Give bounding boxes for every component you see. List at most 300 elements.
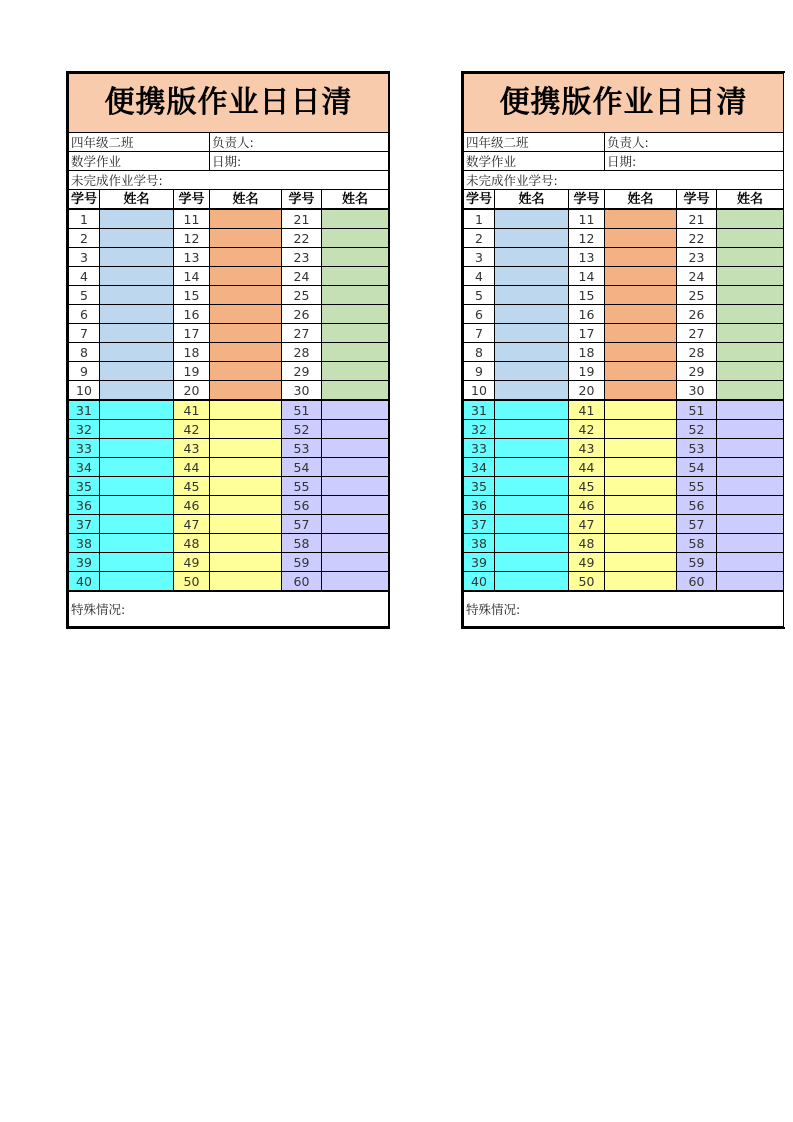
unfinished-label: 未完成作业学号: xyxy=(69,171,389,190)
student-name-cell xyxy=(717,343,784,362)
student-id: 12 xyxy=(174,229,210,248)
table-row xyxy=(69,343,389,362)
table-row xyxy=(69,534,389,553)
column-header-name: 姓名 xyxy=(605,190,677,210)
student-name-cell xyxy=(210,248,282,267)
student-name-cell xyxy=(717,324,784,343)
student-name-cell xyxy=(605,209,677,229)
student-id: 26 xyxy=(677,305,717,324)
student-id: 56 xyxy=(677,496,717,515)
responsible-label: 负责人: xyxy=(210,133,389,152)
student-id: 58 xyxy=(282,534,322,553)
student-id: 46 xyxy=(569,496,605,515)
student-name-cell xyxy=(605,286,677,305)
column-header-id: 学号 xyxy=(174,190,210,210)
student-id: 53 xyxy=(677,439,717,458)
student-name-cell xyxy=(717,420,784,439)
student-id: 21 xyxy=(677,209,717,229)
student-name-cell xyxy=(605,420,677,439)
student-id: 30 xyxy=(677,381,717,401)
student-name-cell xyxy=(322,515,389,534)
student-name-cell xyxy=(100,343,174,362)
table-row xyxy=(464,496,784,515)
student-id: 1 xyxy=(464,209,495,229)
student-name-cell xyxy=(100,515,174,534)
student-name-cell xyxy=(605,477,677,496)
student-id: 57 xyxy=(677,515,717,534)
student-name-cell xyxy=(100,477,174,496)
student-name-cell xyxy=(495,534,569,553)
student-id: 57 xyxy=(282,515,322,534)
student-name-cell xyxy=(100,534,174,553)
table-row xyxy=(464,362,784,381)
student-id: 21 xyxy=(282,209,322,229)
student-name-cell xyxy=(605,439,677,458)
student-name-cell xyxy=(210,324,282,343)
student-name-cell xyxy=(717,229,784,248)
student-id: 31 xyxy=(464,400,495,420)
student-id: 50 xyxy=(569,572,605,592)
student-name-cell xyxy=(495,496,569,515)
student-name-cell xyxy=(100,496,174,515)
student-name-cell xyxy=(100,209,174,229)
table-row xyxy=(69,381,389,401)
student-name-cell xyxy=(717,515,784,534)
student-name-cell xyxy=(322,324,389,343)
column-header-id: 学号 xyxy=(464,190,495,210)
student-name-cell xyxy=(495,209,569,229)
student-name-cell xyxy=(717,477,784,496)
student-name-cell xyxy=(495,305,569,324)
student-id: 47 xyxy=(569,515,605,534)
table-row xyxy=(69,477,389,496)
student-id: 23 xyxy=(282,248,322,267)
table-row xyxy=(69,248,389,267)
table-row xyxy=(69,229,389,248)
student-name-cell xyxy=(100,324,174,343)
column-header-id: 学号 xyxy=(282,190,322,210)
student-name-cell xyxy=(495,267,569,286)
student-name-cell xyxy=(210,439,282,458)
table-row xyxy=(464,381,784,401)
student-name-cell xyxy=(210,458,282,477)
student-name-cell xyxy=(322,362,389,381)
student-name-cell xyxy=(100,305,174,324)
student-name-cell xyxy=(210,343,282,362)
student-id: 9 xyxy=(69,362,100,381)
student-name-cell xyxy=(495,400,569,420)
student-name-cell xyxy=(100,572,174,592)
student-name-cell xyxy=(605,324,677,343)
student-id: 36 xyxy=(464,496,495,515)
student-id: 38 xyxy=(69,534,100,553)
student-id: 26 xyxy=(282,305,322,324)
student-name-cell xyxy=(322,534,389,553)
student-name-cell xyxy=(717,362,784,381)
student-id: 13 xyxy=(174,248,210,267)
student-id: 43 xyxy=(174,439,210,458)
column-header-name: 姓名 xyxy=(717,190,784,210)
special-notes-label: 特殊情况: xyxy=(464,591,784,627)
student-name-cell xyxy=(717,572,784,592)
student-id: 37 xyxy=(69,515,100,534)
student-name-cell xyxy=(210,534,282,553)
student-name-cell xyxy=(322,439,389,458)
student-name-cell xyxy=(605,553,677,572)
student-id: 35 xyxy=(464,477,495,496)
student-id: 25 xyxy=(677,286,717,305)
student-name-cell xyxy=(210,229,282,248)
student-id: 48 xyxy=(174,534,210,553)
student-name-cell xyxy=(322,458,389,477)
student-name-cell xyxy=(605,496,677,515)
table-row xyxy=(464,229,784,248)
table-row xyxy=(464,267,784,286)
student-name-cell xyxy=(322,477,389,496)
student-name-cell xyxy=(495,381,569,401)
table-row xyxy=(464,324,784,343)
student-id: 16 xyxy=(174,305,210,324)
student-name-cell xyxy=(210,496,282,515)
student-id: 53 xyxy=(282,439,322,458)
student-id: 32 xyxy=(464,420,495,439)
student-id: 47 xyxy=(174,515,210,534)
table-row xyxy=(464,439,784,458)
student-id: 51 xyxy=(677,400,717,420)
student-name-cell xyxy=(322,229,389,248)
student-name-cell xyxy=(605,267,677,286)
table-row xyxy=(69,515,389,534)
student-name-cell xyxy=(210,400,282,420)
student-name-cell xyxy=(495,248,569,267)
student-id: 10 xyxy=(464,381,495,401)
student-id: 22 xyxy=(677,229,717,248)
table-row xyxy=(464,477,784,496)
table-row xyxy=(464,400,784,420)
student-id: 40 xyxy=(464,572,495,592)
student-name-cell xyxy=(322,572,389,592)
student-name-cell xyxy=(717,286,784,305)
student-name-cell xyxy=(717,381,784,401)
student-id: 54 xyxy=(677,458,717,477)
student-id: 34 xyxy=(464,458,495,477)
student-id: 15 xyxy=(174,286,210,305)
table-row xyxy=(69,420,389,439)
student-id: 35 xyxy=(69,477,100,496)
student-id: 52 xyxy=(282,420,322,439)
student-id: 41 xyxy=(569,400,605,420)
student-id: 29 xyxy=(677,362,717,381)
table-row xyxy=(69,439,389,458)
student-id: 30 xyxy=(282,381,322,401)
card-title: 便携版作业日日清 xyxy=(464,74,784,133)
student-id: 60 xyxy=(282,572,322,592)
student-id: 50 xyxy=(174,572,210,592)
student-name-cell xyxy=(100,248,174,267)
student-id: 31 xyxy=(69,400,100,420)
student-name-cell xyxy=(322,553,389,572)
student-id: 25 xyxy=(282,286,322,305)
student-name-cell xyxy=(210,381,282,401)
student-name-cell xyxy=(495,420,569,439)
special-notes-label: 特殊情况: xyxy=(69,591,389,627)
student-name-cell xyxy=(210,420,282,439)
student-id: 52 xyxy=(677,420,717,439)
responsible-label: 负责人: xyxy=(605,133,784,152)
student-id: 56 xyxy=(282,496,322,515)
table-row xyxy=(464,248,784,267)
student-id: 2 xyxy=(464,229,495,248)
student-id: 20 xyxy=(174,381,210,401)
student-name-cell xyxy=(100,229,174,248)
student-id: 39 xyxy=(69,553,100,572)
table-row xyxy=(464,286,784,305)
student-id: 4 xyxy=(69,267,100,286)
student-id: 27 xyxy=(282,324,322,343)
table-row xyxy=(464,572,784,592)
student-id: 59 xyxy=(282,553,322,572)
table-row xyxy=(69,362,389,381)
student-name-cell xyxy=(100,420,174,439)
column-header-id: 学号 xyxy=(69,190,100,210)
table-row xyxy=(464,343,784,362)
student-name-cell xyxy=(717,458,784,477)
student-name-cell xyxy=(605,248,677,267)
student-name-cell xyxy=(322,286,389,305)
student-name-cell xyxy=(605,229,677,248)
student-name-cell xyxy=(605,400,677,420)
student-name-cell xyxy=(100,286,174,305)
student-id: 49 xyxy=(569,553,605,572)
student-name-cell xyxy=(495,458,569,477)
student-name-cell xyxy=(717,209,784,229)
student-name-cell xyxy=(100,267,174,286)
table-row xyxy=(464,515,784,534)
student-id: 28 xyxy=(282,343,322,362)
student-name-cell xyxy=(322,496,389,515)
student-id: 3 xyxy=(69,248,100,267)
date-label: 日期: xyxy=(210,152,389,171)
student-id: 48 xyxy=(569,534,605,553)
student-name-cell xyxy=(100,439,174,458)
student-id: 24 xyxy=(282,267,322,286)
student-name-cell xyxy=(717,496,784,515)
table-row xyxy=(69,400,389,420)
table-row xyxy=(69,267,389,286)
student-id: 10 xyxy=(69,381,100,401)
table-row xyxy=(464,305,784,324)
student-name-cell xyxy=(717,267,784,286)
student-name-cell xyxy=(322,305,389,324)
student-id: 6 xyxy=(464,305,495,324)
student-id: 34 xyxy=(69,458,100,477)
student-name-cell xyxy=(100,381,174,401)
student-name-cell xyxy=(210,305,282,324)
table-row xyxy=(464,209,784,229)
student-id: 14 xyxy=(174,267,210,286)
student-name-cell xyxy=(605,305,677,324)
student-id: 11 xyxy=(569,209,605,229)
student-id: 54 xyxy=(282,458,322,477)
student-name-cell xyxy=(210,553,282,572)
student-name-cell xyxy=(495,229,569,248)
unfinished-label: 未完成作业学号: xyxy=(464,171,784,190)
student-id: 22 xyxy=(282,229,322,248)
student-name-cell xyxy=(605,381,677,401)
student-id: 29 xyxy=(282,362,322,381)
table-row xyxy=(464,553,784,572)
student-name-cell xyxy=(605,458,677,477)
student-id: 41 xyxy=(174,400,210,420)
student-name-cell xyxy=(322,343,389,362)
student-name-cell xyxy=(495,515,569,534)
subject-label: 数学作业 xyxy=(464,152,605,171)
student-name-cell xyxy=(717,305,784,324)
student-name-cell xyxy=(210,362,282,381)
student-id: 24 xyxy=(677,267,717,286)
student-name-cell xyxy=(717,534,784,553)
student-id: 40 xyxy=(69,572,100,592)
student-id: 33 xyxy=(464,439,495,458)
student-id: 33 xyxy=(69,439,100,458)
student-id: 44 xyxy=(174,458,210,477)
student-id: 37 xyxy=(464,515,495,534)
student-id: 17 xyxy=(174,324,210,343)
table-row xyxy=(464,534,784,553)
student-name-cell xyxy=(210,286,282,305)
table-row xyxy=(69,324,389,343)
student-id: 5 xyxy=(69,286,100,305)
column-header-name: 姓名 xyxy=(495,190,569,210)
student-id: 3 xyxy=(464,248,495,267)
student-id: 6 xyxy=(69,305,100,324)
student-name-cell xyxy=(210,267,282,286)
student-name-cell xyxy=(495,286,569,305)
student-id: 36 xyxy=(69,496,100,515)
student-id: 44 xyxy=(569,458,605,477)
column-header-id: 学号 xyxy=(569,190,605,210)
student-id: 15 xyxy=(569,286,605,305)
student-name-cell xyxy=(495,439,569,458)
student-id: 51 xyxy=(282,400,322,420)
student-name-cell xyxy=(495,324,569,343)
student-id: 11 xyxy=(174,209,210,229)
student-id: 4 xyxy=(464,267,495,286)
student-id: 28 xyxy=(677,343,717,362)
table-row xyxy=(464,420,784,439)
student-id: 7 xyxy=(464,324,495,343)
student-id: 9 xyxy=(464,362,495,381)
subject-label: 数学作业 xyxy=(69,152,210,171)
student-id: 17 xyxy=(569,324,605,343)
student-name-cell xyxy=(322,209,389,229)
date-label: 日期: xyxy=(605,152,784,171)
student-name-cell xyxy=(210,209,282,229)
student-id: 16 xyxy=(569,305,605,324)
student-id: 55 xyxy=(677,477,717,496)
student-id: 27 xyxy=(677,324,717,343)
student-name-cell xyxy=(322,400,389,420)
student-id: 38 xyxy=(464,534,495,553)
table-row xyxy=(464,458,784,477)
student-name-cell xyxy=(605,343,677,362)
table-row xyxy=(69,572,389,592)
homework-card-2 xyxy=(461,71,763,671)
student-id: 49 xyxy=(174,553,210,572)
student-name-cell xyxy=(210,477,282,496)
homework-card-1 xyxy=(66,71,390,671)
student-id: 1 xyxy=(69,209,100,229)
student-name-cell xyxy=(495,572,569,592)
class-name: 四年级二班 xyxy=(464,133,605,152)
student-id: 59 xyxy=(677,553,717,572)
student-name-cell xyxy=(322,381,389,401)
student-id: 12 xyxy=(569,229,605,248)
student-id: 23 xyxy=(677,248,717,267)
student-name-cell xyxy=(100,458,174,477)
student-name-cell xyxy=(495,477,569,496)
student-id: 43 xyxy=(569,439,605,458)
table-row xyxy=(69,305,389,324)
column-header-id: 学号 xyxy=(677,190,717,210)
student-name-cell xyxy=(605,515,677,534)
student-id: 13 xyxy=(569,248,605,267)
student-id: 20 xyxy=(569,381,605,401)
student-id: 55 xyxy=(282,477,322,496)
column-header-name: 姓名 xyxy=(210,190,282,210)
student-name-cell xyxy=(210,515,282,534)
student-id: 14 xyxy=(569,267,605,286)
student-id: 18 xyxy=(569,343,605,362)
student-name-cell xyxy=(100,362,174,381)
student-id: 2 xyxy=(69,229,100,248)
student-id: 58 xyxy=(677,534,717,553)
student-id: 32 xyxy=(69,420,100,439)
table-row xyxy=(69,553,389,572)
student-id: 7 xyxy=(69,324,100,343)
student-name-cell xyxy=(717,248,784,267)
student-id: 45 xyxy=(569,477,605,496)
student-id: 8 xyxy=(464,343,495,362)
student-name-cell xyxy=(322,267,389,286)
column-header-name: 姓名 xyxy=(100,190,174,210)
student-name-cell xyxy=(100,400,174,420)
class-name: 四年级二班 xyxy=(69,133,210,152)
table-row xyxy=(69,209,389,229)
student-name-cell xyxy=(495,553,569,572)
table-row xyxy=(69,496,389,515)
student-name-cell xyxy=(605,534,677,553)
student-id: 42 xyxy=(174,420,210,439)
student-name-cell xyxy=(717,553,784,572)
student-id: 19 xyxy=(174,362,210,381)
student-name-cell xyxy=(322,420,389,439)
student-id: 19 xyxy=(569,362,605,381)
student-name-cell xyxy=(322,248,389,267)
student-name-cell xyxy=(495,343,569,362)
table-row xyxy=(69,286,389,305)
student-name-cell xyxy=(717,400,784,420)
student-id: 60 xyxy=(677,572,717,592)
column-header-name: 姓名 xyxy=(322,190,389,210)
student-name-cell xyxy=(495,362,569,381)
student-name-cell xyxy=(605,572,677,592)
student-id: 18 xyxy=(174,343,210,362)
student-id: 45 xyxy=(174,477,210,496)
card-title: 便携版作业日日清 xyxy=(69,74,389,133)
student-id: 42 xyxy=(569,420,605,439)
student-id: 46 xyxy=(174,496,210,515)
